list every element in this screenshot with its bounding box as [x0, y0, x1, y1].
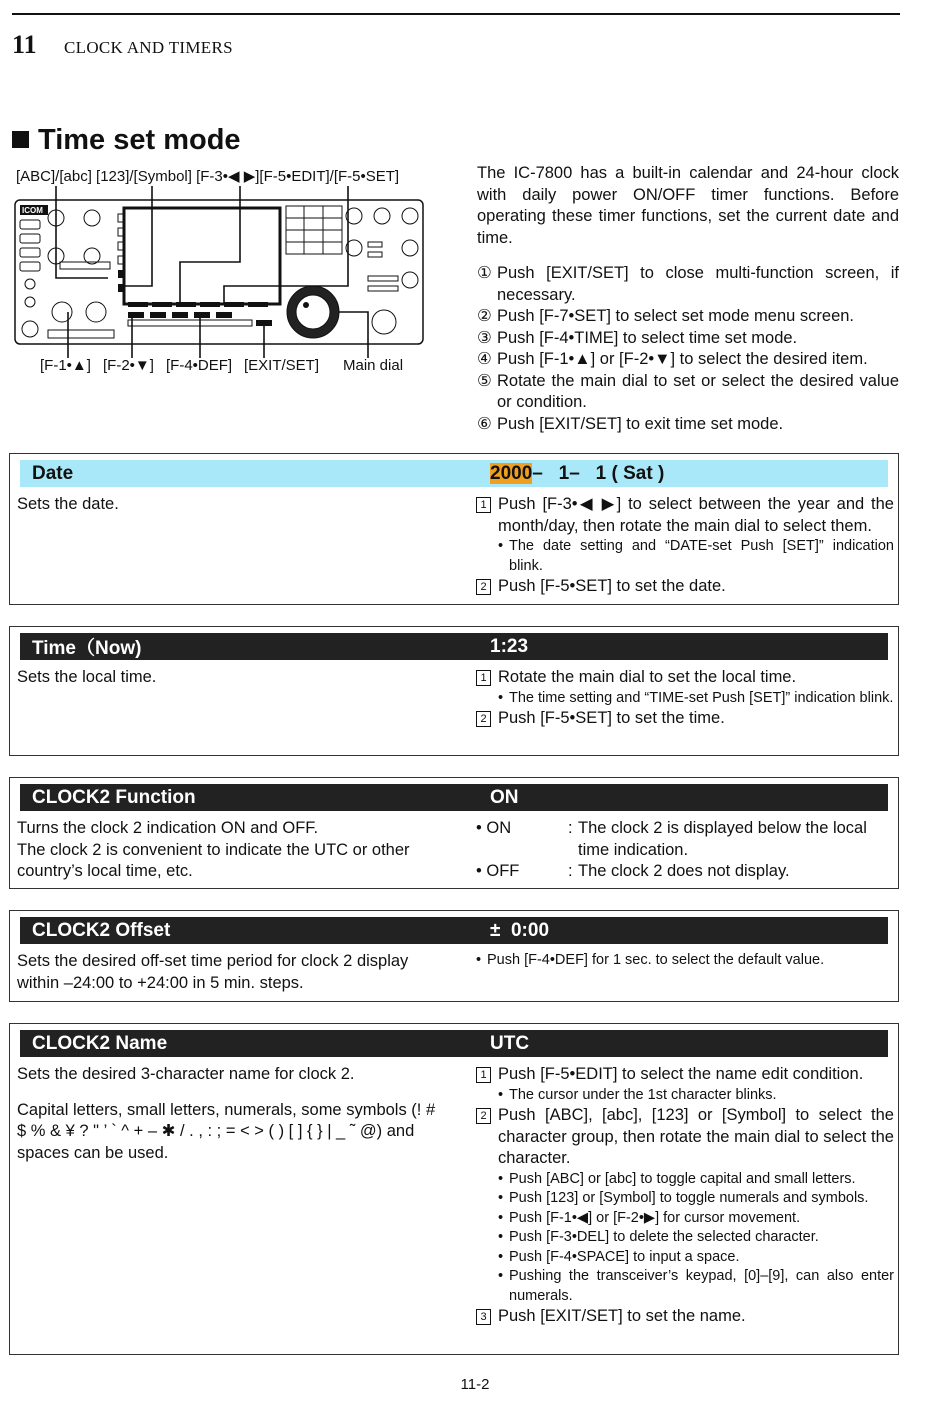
section-title: Time set mode — [12, 124, 241, 157]
logo-text: ICOM — [22, 206, 43, 215]
step-item: ④ Push [F-1•▲] or [F-2•▼] to select the desired item. — [477, 350, 868, 368]
radio-front-panel-figure — [12, 186, 442, 358]
item-clock2-offset — [9, 910, 899, 1002]
item-value: ± 0:00 — [490, 919, 550, 941]
item-instructions: 1 Push [F-3•◀ ▶] to select between the year and the month/day, then rotate the main dial to select them. • The date setting and “DATE-set Push [SET]” indication blink. 2 Push [F-5•SET] to set the date. — [476, 494, 894, 598]
step-list — [477, 263, 899, 435]
screen-softkey — [128, 302, 148, 307]
item-clock2-name — [9, 1023, 899, 1355]
item-instructions: • Push [F-4•DEF] for 1 sec. to select the default value. — [476, 952, 825, 968]
step-item: ③ Push [F-4•TIME] to select time set mode. — [477, 328, 798, 347]
screen-softkey — [224, 302, 244, 307]
step-item: ⑥ Push [EXIT/SET] to exit time set mode. — [477, 414, 784, 433]
item-value: 2000– 1– 1 ( Sat ) — [490, 462, 665, 484]
screen-softkey — [200, 302, 220, 307]
bottom-button — [172, 312, 188, 318]
intro-text: The IC-7800 has a built-in calendar and 24-hour clock with daily power ON/OFF timer functions. Before operating these timer functions, set the current date and time. — [477, 164, 899, 247]
side-key — [118, 270, 124, 278]
item-header — [20, 784, 888, 811]
item-name: CLOCK2 Name — [32, 1032, 168, 1054]
bottom-button — [216, 312, 232, 318]
item-header — [20, 460, 888, 487]
panel-body — [15, 200, 423, 344]
bottom-button — [150, 312, 166, 318]
item-description: Turns the clock 2 indication ON and OFF. The clock 2 is convenient to indicate the UTC or other country’s local time, etc. — [17, 819, 410, 880]
item-description: Sets the local time. — [17, 668, 157, 686]
item-header — [20, 1030, 888, 1057]
label-f1: [F-1•▲] — [40, 357, 91, 374]
item-instructions: 1 Push [F-5•EDIT] to select the name edit condition. • The cursor under the 1st character blinks. 2 Push [ABC], [abc], [123] or [Symbol] to select the character group, then rotate the main dial to select the character. • Push [ABC] or [abc] to toggle capital and small letters. • Push [123] or [Symbol] to toggle numerals and symbols. • Push [F-1•◀] or [F-2•▶] for cursor movement. • Push [F-3•DEL] to delete the selected character. • Push [F-4•SPACE] to input a space. • Pushing the transceiver’s keypad, [0]–[9], can also enter numerals. 3 Push [EXIT/SET] to set the name. — [476, 1064, 894, 1328]
screen-softkey — [176, 302, 196, 307]
item-description: Sets the desired 3-character name for clock 2. Capital letters, small letters, numerals, some symbols (! # $ % & ¥ ? " ’ ` ^ + – ✱ / . , : ; = < > ( ) [ ] { } | _ ˜ @) and spaces can be used. — [17, 1065, 436, 1162]
side-key — [118, 284, 124, 292]
item-options: • ON : The clock 2 is displayed below the local time indication. • OFF : The clock 2 does not display. — [476, 819, 867, 880]
screen-softkey — [152, 302, 172, 307]
bottom-button — [128, 312, 144, 318]
step-item: ① Push [EXIT/SET] to close multi-function screen, if necessary. — [477, 264, 899, 304]
item-name: CLOCK2 Function — [32, 786, 196, 808]
item-name: Date — [32, 462, 74, 484]
step-item: ② Push [F-7•SET] to select set mode menu screen. — [477, 307, 855, 325]
item-clock2-function — [9, 777, 899, 889]
square-bullet-icon — [12, 131, 29, 148]
main-dial-center — [296, 295, 330, 329]
step-item: ⑤ Rotate the main dial to set or select the desired value or condition. — [477, 371, 899, 411]
item-time — [9, 626, 899, 756]
item-header — [20, 633, 888, 660]
exit-set-button — [256, 320, 272, 326]
chapter-number: 11 — [12, 30, 37, 59]
screen-softkey — [248, 302, 268, 307]
item-description: Sets the date. — [17, 495, 119, 513]
item-date — [9, 453, 899, 605]
label-exit-set: [EXIT/SET] — [244, 357, 320, 374]
item-value: UTC — [490, 1032, 530, 1054]
item-name: Time（Now) — [32, 638, 142, 659]
main-dial-grip — [303, 302, 309, 308]
figure-top-labels: [ABC]/[abc] [123]/[Symbol] [F-3•◀ ▶][F-5•EDIT]/[F-5•SET] — [16, 168, 400, 185]
item-instructions: 1 Rotate the main dial to set the local time. • The time setting and “TIME-set Push [SET]” indication blink. 2 Push [F-5•SET] to set the time. — [476, 667, 894, 730]
page-number: 11-2 — [460, 1376, 490, 1393]
label-main-dial: Main dial — [343, 357, 404, 374]
item-value: 1:23 — [490, 635, 529, 657]
item-header — [20, 917, 888, 944]
label-f2: [F-2•▼] — [103, 357, 154, 374]
chapter-title: CLOCK AND TIMERS — [64, 38, 233, 57]
bottom-button — [194, 312, 210, 318]
item-name: CLOCK2 Offset — [32, 919, 171, 941]
item-value: ON — [490, 786, 519, 808]
item-description: Sets the desired off-set time period for clock 2 display within –24:00 to +24:00 in 5 min. steps. — [17, 952, 409, 992]
top-rule — [12, 13, 900, 15]
label-f4: [F-4•DEF] — [166, 357, 233, 374]
